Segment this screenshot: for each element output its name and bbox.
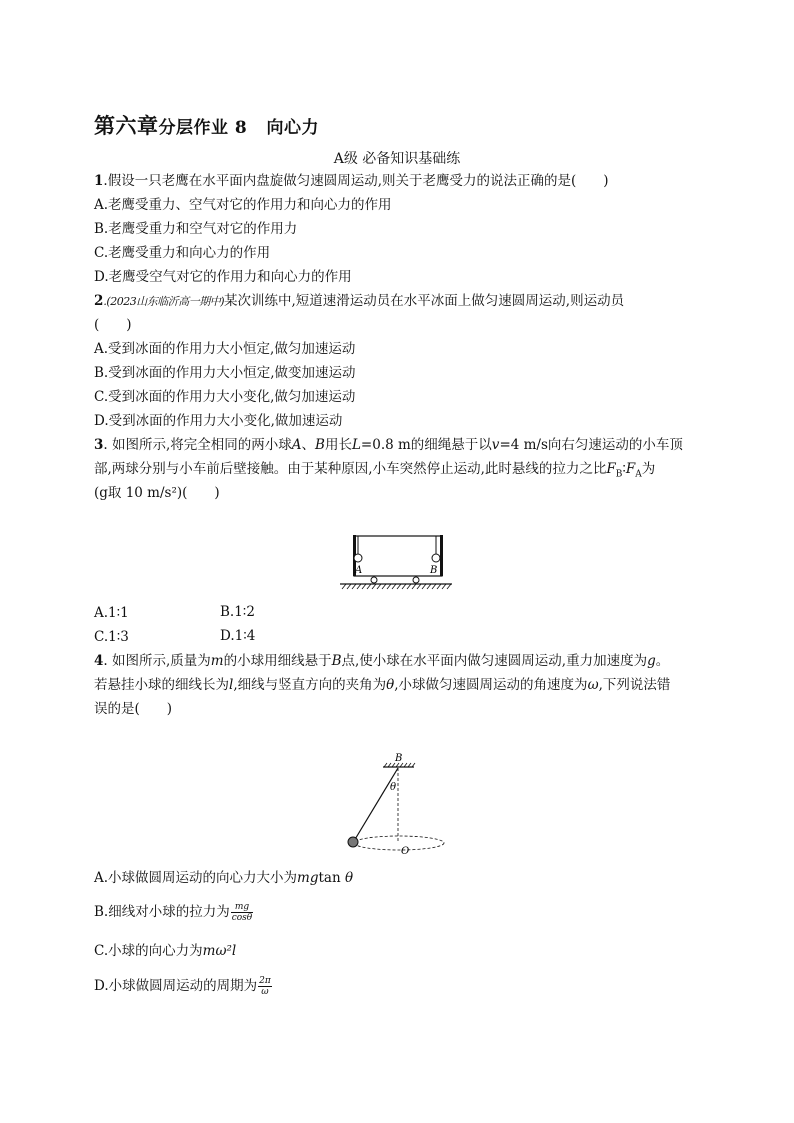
cart-body bbox=[354, 536, 442, 576]
q3-option-b: B.1∶2 bbox=[220, 604, 255, 620]
q3-stem-line3: (g取 10 m/s²)( ) bbox=[94, 485, 220, 501]
q4-option-a: A.小球做圆周运动的向心力大小为mgtan θ bbox=[94, 870, 354, 886]
q3-option-a: A.1∶1 bbox=[94, 605, 129, 621]
label-theta: θ bbox=[390, 782, 397, 793]
ball-a bbox=[354, 554, 362, 562]
q4-number: 4 bbox=[94, 653, 104, 669]
q1-option-d: D.老鹰受空气对它的作用力和向心力的作用 bbox=[94, 269, 352, 285]
q3-stem-line2: 部,两球分别与小车前后壁接触。由于某种原因,小车突然停止运动,此时悬线的拉力之比$F_B∶F_A$为 bbox=[94, 461, 656, 480]
q1-stem: 1.假设一只老鹰在水平面内盘旋做匀速圆周运动,则关于老鹰受力的说法正确的是( ) bbox=[94, 173, 609, 189]
q2-option-d: D.受到冰面的作用力大小变化,做加速运动 bbox=[94, 413, 343, 429]
q1-number: 1 bbox=[94, 173, 104, 189]
q4-stem-line1: 4. 如图所示,质量为m的小球用细线悬于B点,使小球在水平面内做匀速圆周运动,重力加速度为g。 bbox=[94, 653, 670, 669]
wheel-right bbox=[413, 577, 419, 583]
label-b-point: B bbox=[395, 753, 403, 764]
section-title: A级 必备知识基础练 bbox=[333, 151, 461, 167]
topic-label: 向心力 bbox=[266, 118, 320, 138]
q3-number: 3 bbox=[94, 437, 104, 453]
q2-number: 2 bbox=[94, 293, 104, 309]
fraction-period: $\frac{2\pi}{\omega}$ bbox=[259, 976, 271, 997]
q3-option-c: C.1∶3 bbox=[94, 629, 129, 645]
q2-stem: 2.(2023山东临沂高一期中)某次训练中,短道速滑运动员在水平冰面上做匀速圆周运动,则运动员 bbox=[94, 293, 625, 309]
label-a: A bbox=[355, 565, 363, 576]
q3-cart-figure bbox=[336, 532, 456, 596]
q4-option-c: C.小球的向心力为mω²l bbox=[94, 943, 237, 959]
q4-option-b: B.细线对小球的拉力为 $\frac{mg}{\cos\theta}$ bbox=[94, 902, 253, 923]
q4-pendulum-figure bbox=[340, 750, 460, 856]
q2-option-a: A.受到冰面的作用力大小恒定,做匀加速运动 bbox=[94, 341, 356, 357]
q3-stem-line1: 3. 如图所示,将完全相同的两小球A、B用长L=0.8 m的细绳悬于以v=4 m/s向右匀速运动的小车顶 bbox=[94, 437, 683, 453]
q2-option-c: C.受到冰面的作用力大小变化,做匀加速运动 bbox=[94, 389, 356, 405]
string bbox=[354, 768, 398, 841]
q1-option-c: C.老鹰受重力和向心力的作用 bbox=[94, 245, 271, 261]
q1-option-a: A.老鹰受重力、空气对它的作用力和向心力的作用 bbox=[94, 197, 392, 213]
q4-stem-line2: 若悬挂小球的细线长为l,细线与竖直方向的夹角为θ,小球做匀速圆周运动的角速度为ω,下列说法错 bbox=[94, 677, 671, 693]
chapter-label: 第六章 bbox=[94, 113, 159, 138]
circular-path bbox=[354, 836, 444, 850]
label-b: B bbox=[430, 565, 438, 576]
q4-stem-line3: 误的是( ) bbox=[94, 701, 173, 717]
q2-blank: ( ) bbox=[94, 317, 132, 333]
q4-option-d: D.小球做圆周运动的周期为 $\frac{2\pi}{\omega}$ bbox=[94, 976, 271, 997]
q2-source: .(2023山东临沂高一期中) bbox=[103, 295, 224, 308]
q1-option-b: B.老鹰受重力和空气对它的作用力 bbox=[94, 221, 298, 237]
wheel-left bbox=[371, 577, 377, 583]
ball-b bbox=[432, 554, 440, 562]
q2-option-b: B.受到冰面的作用力大小恒定,做变加速运动 bbox=[94, 365, 356, 381]
page-title bbox=[94, 110, 319, 140]
label-o: O bbox=[401, 846, 410, 856]
q3-option-d: D.1∶4 bbox=[220, 628, 256, 644]
ball bbox=[348, 837, 358, 847]
assignment-label: 分层作业 8 bbox=[158, 118, 248, 138]
fraction-mg-cos: $\frac{mg}{\cos\theta}$ bbox=[231, 902, 253, 923]
